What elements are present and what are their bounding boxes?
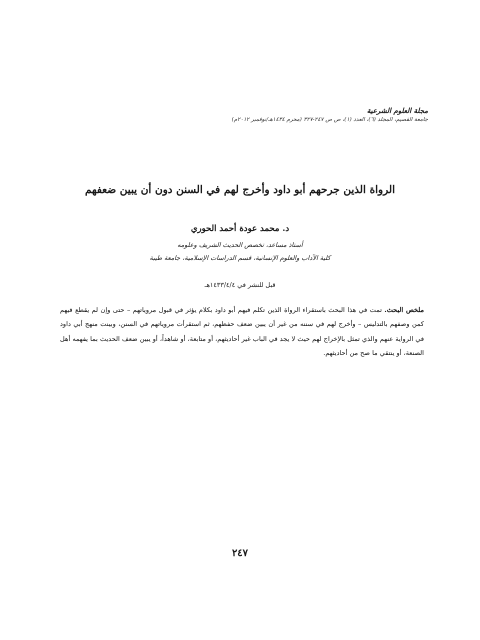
abstract: [60, 303, 424, 361]
abstract-body: تمت في هذا البحث باستقراء الرواة الذين تكلم فيهم أبو داود بكلام يؤثر في قبول مروياتهم – حتى وإن لم يقطع فيهم كمن وصفهم بالتدليس – وأخرج لهم في سننه من غير أن يبين ضعف حفظهم، ثم استقرأت مروياتهم في السنن، وبينت منهج أبي داود في الرواية عنهم والذي تمثل بالإخراج لهم حيث لا يجد في الباب غير أحاديثهم، أو متابعة، أو شاهداً، أو يبين ضعف الحديث بما يفهمه أهل الصنعة، أو ينتقي ما صح من أحاديثهم.: [60, 306, 424, 358]
journal-issue-info: جامعة القصيم، المجلد (٦)، العدد (١)، ص ص ٢٤٧-٣٢٧ (محرم ١٤٣٤هـ/نوفمبر ٢٠١٢م): [231, 117, 428, 123]
author-position: أستاذ مساعد، تخصص الحديث الشريف وعلومه: [177, 241, 303, 249]
author-name: د. محمد عودة أحمد الحوري: [190, 224, 290, 234]
author-affiliation: كلية الآداب والعلوم الإنسانية، قسم الدراسات الإسلامية، جامعة طيبة: [149, 254, 331, 262]
article-title: الرواة الذين جرحهم أبو داود وأخرج لهم في السنن دون أن يبين ضعفهم: [85, 184, 395, 196]
journal-name: مجلة العلوم الشرعية: [366, 106, 428, 115]
abstract-heading: ملخص البحث.: [384, 306, 425, 314]
accepted-date: قبل للنشر في ١٤٣٣/٤/٤هـ: [204, 281, 276, 289]
page-number: ٢٤٧: [231, 548, 249, 559]
